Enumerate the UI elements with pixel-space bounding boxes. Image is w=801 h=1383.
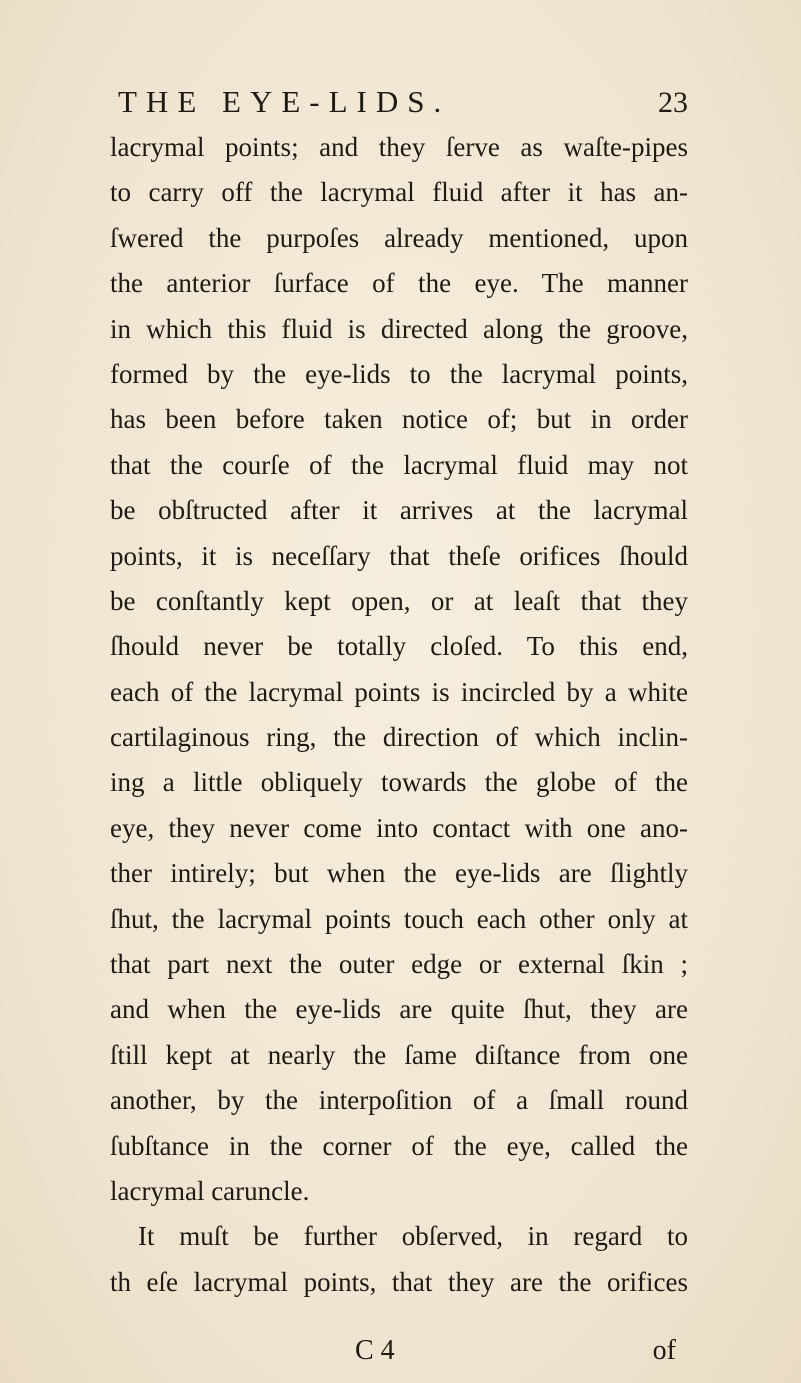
page-number: 23	[658, 86, 688, 119]
text-line: each of the lacrymal points is incircled by a white	[110, 676, 688, 707]
text-line: and when the eye-lids are quite ſhut, they are	[110, 994, 688, 1025]
text-line: ſwered the purpoſes already mentioned, upon	[110, 222, 688, 253]
text-line: lacrymal caruncle.	[110, 1175, 310, 1206]
text-line: eye, they never come into contact with one ano-	[110, 812, 688, 843]
text-line: has been before taken notice of; but in order	[110, 404, 688, 435]
running-title: THE EYE-LIDS.	[118, 84, 451, 119]
text-line: th eſe lacrymal points, that they are the orifices	[110, 1266, 688, 1297]
catchword: of	[652, 1335, 676, 1366]
page-footer	[110, 1335, 688, 1375]
text-line: ſhut, the lacrymal points touch each other only at	[110, 903, 688, 934]
text-line: formed by the eye-lids to the lacrymal points,	[110, 358, 688, 389]
text-line: ſhould never be totally cloſed. To this end,	[110, 631, 688, 662]
text-line: another, by the interpoſition of a ſmall round	[110, 1085, 688, 1116]
text-line: be obſtructed after it arrives at the lacrymal	[110, 495, 688, 526]
text-line: that the courſe of the lacrymal fluid may not	[110, 449, 688, 480]
text-line: ther intirely; but when the eye-lids are ſlightly	[110, 858, 688, 889]
text-line: to carry off the lacrymal fluid after it has an-	[110, 177, 688, 208]
text-line: ing a little obliquely towards the globe of the	[110, 767, 688, 798]
page-header	[118, 84, 688, 124]
text-line: the anterior ſurface of the eye. The manner	[110, 268, 688, 299]
text-line: cartilaginous ring, the direction of which inclin-	[110, 722, 688, 753]
text-line: lacrymal points; and they ſerve as waſte-pipes	[110, 132, 688, 162]
text-line: that part next the outer edge or external ſkin ;	[110, 949, 688, 980]
text-line: in which this fluid is directed along the groove,	[110, 313, 688, 344]
text-line: be conſtantly kept open, or at leaſt that they	[110, 585, 688, 616]
text-line: ſtill kept at nearly the ſame diſtance from one	[110, 1039, 688, 1070]
text-line: ſubſtance in the corner of the eye, called the	[110, 1130, 688, 1161]
body-text	[110, 125, 688, 1305]
text-line: points, it is neceſſary that theſe orifices ſhould	[110, 540, 688, 571]
signature-mark: C 4	[355, 1335, 395, 1366]
text-line: It muſt be further obſerved, in regard to	[138, 1221, 688, 1252]
